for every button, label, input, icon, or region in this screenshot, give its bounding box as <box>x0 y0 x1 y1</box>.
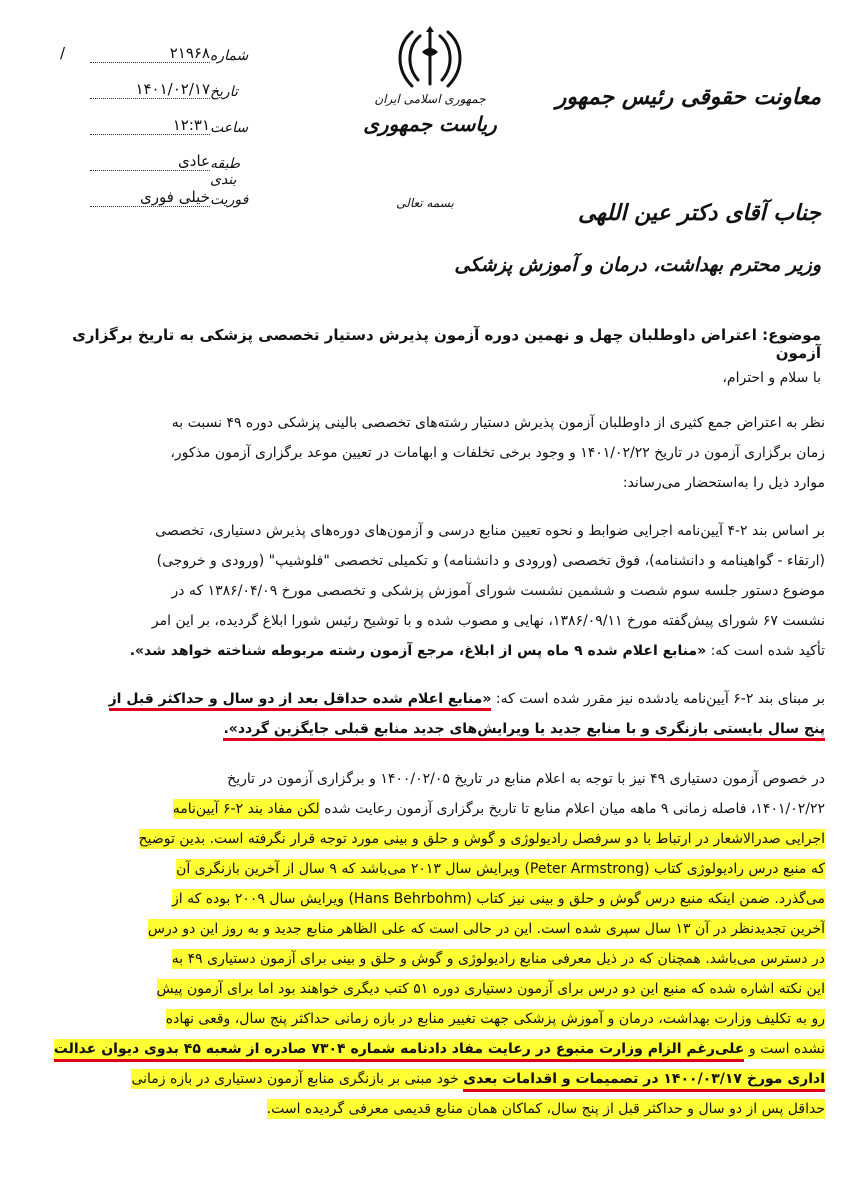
paragraph-line: زمان برگزاری آزمون در تاریخ ۱۴۰۱/۰۲/۲۲ و وجود برخی تخلفات و ابهامات در تعیین موعد برگزاری آزمون مذکور، <box>170 445 825 461</box>
paragraph-line: نظر به اعتراض جمع کثیری از داوطلبان آزمون پذیرش دستیار رشته‌های تخصصی بالینی پزشکی دوره ۴۹ نسبت به <box>171 415 825 431</box>
date-row <box>60 76 260 112</box>
underlined-quote: پنج سال بایستی بازنگری و با منابع جدید یا ویرایش‌های جدید منابع قبلی جایگزین گردد». <box>223 721 825 741</box>
paragraph-line <box>40 974 825 1004</box>
paragraph-line <box>40 824 825 854</box>
highlighted-text: آخرین تجدیدنظر در آن ۱۳ سال سپری شده است. این در حالی است که علی الظاهر منابع جدید و به روز این دو درس <box>147 921 825 937</box>
highlighted-text: که منبع درس رادیولوژی کتاب (Peter Armstrong) ویرایش سال ۲۰۱۳ می‌باشد که ۹ سال از آخرین بازنگری آن <box>176 861 825 877</box>
paragraph-line <box>40 884 825 914</box>
office-title: معاونت حقوقی رئیس جمهور <box>555 84 821 110</box>
paragraph-text: بر مبنای بند ۲-۶ آیین‌نامه یادشده نیز مقرر شده است که: <box>495 691 825 707</box>
paragraph-1 <box>40 408 825 498</box>
paragraph-line <box>40 794 825 824</box>
number-row <box>60 40 260 76</box>
subject-line: موضوع: اعتراض داوطلبان چهل و نهمین دوره آزمون پذیرش دستیار تخصصی پزشکی به تاریخ برگزاری آزمون <box>72 326 821 362</box>
paragraph-line <box>40 1034 825 1064</box>
paragraph-line: موارد ذیل را به‌استحضار می‌رساند: <box>622 475 825 491</box>
paragraph-line <box>40 1064 825 1094</box>
classification-label: طبقه بندی <box>210 156 240 188</box>
paragraph-line <box>40 914 825 944</box>
time-row <box>60 112 260 148</box>
highlighted-text: لکن مفاد بند ۲-۶ آیین‌نامه <box>172 801 320 817</box>
paragraph-3 <box>40 684 825 744</box>
bismillah: بسمه تعالی <box>396 196 454 210</box>
urgency-row <box>60 184 260 220</box>
number-label: شماره <box>210 48 249 64</box>
highlighted-text: رو به تکلیف وزارت بهداشت، درمان و آموزش پزشکی جهت تغییر منابع در بازه زمانی حداکثر پنج سال، وقعی نهاده <box>165 1011 825 1027</box>
paragraph-line <box>40 1004 825 1034</box>
underlined-quote: «منابع اعلام شده حداقل بعد از دو سال و حداکثر قبل از <box>109 691 492 711</box>
highlighted-text: این نکته اشاره شده که منبع این دو درس برای آزمون دستیاری دوره ۵۱ کتب دیگری خواهند بود اما برای آزمون پیش <box>156 981 825 997</box>
greeting: با سلام و احترام، <box>722 370 821 386</box>
underlined-highlight: اداری مورخ ۱۴۰۰/۰۳/۱۷ در تصمیمات و اقدامات بعدی <box>463 1069 825 1092</box>
classification-value: عادی <box>90 152 210 171</box>
addressee-title: وزیر محترم بهداشت، درمان و آموزش پزشکی <box>454 254 821 276</box>
presidency-title: ریاست جمهوری <box>363 112 497 136</box>
paragraph-line: (ارتقاء - گواهینامه و دانشنامه)، فوق تخصصی (ورودی و دانشنامه) و تکمیلی تخصصی "فلوشیپ" (ورودی و خروجی) <box>156 553 825 569</box>
iran-emblem-icon <box>390 22 470 92</box>
number-slash: / <box>60 44 66 62</box>
letter-meta <box>60 40 260 220</box>
highlighted-text: اجرایی صدرالاشعار در ارتباط با دو سرفصل رادیولوژی و گوش و حلق و بینی مورد توجه قرار نگرفته است. بدین توضیح <box>138 831 825 847</box>
addressee-name: جناب آقای دکتر عین اللهی <box>578 200 821 226</box>
paragraph-line <box>40 854 825 884</box>
highlighted-text: حداقل پس از دو سال و حداکثر قبل از پنج سال، کماکان همان منابع قدیمی معرفی گردیده است. <box>266 1101 825 1117</box>
highlighted-text: خود مبنی بر بازنگری منابع آزمون دستیاری در بازه زمانی <box>131 1071 464 1087</box>
date-value: ۱۴۰۱/۰۲/۱۷ <box>90 80 210 99</box>
emblem-caption: جمهوری اسلامی ایران <box>374 92 486 106</box>
number-value: ۲۱۹۶۸ <box>90 44 210 63</box>
paragraph-line: موضوع دستور جلسه سوم شصت و ششمین نشست شورای آموزش پزشکی و تخصصی مورخ ۱۳۸۶/۰۴/۰۹ که در <box>171 583 825 599</box>
paragraph-text: ۱۴۰۱/۰۲/۲۲، فاصله زمانی ۹ ماهه میان اعلام منابع تا تاریخ برگزاری آزمون رعایت شده <box>324 801 825 817</box>
paragraph-line <box>40 944 825 974</box>
paragraph-line <box>40 636 825 666</box>
highlighted-text: می‌گذرد. ضمن اینکه منبع درس گوش و حلق و بینی نیز کتاب (Hans Behrbohm) ویرایش سال ۲۰۰۹ بوده که از <box>171 891 825 907</box>
paragraph-line <box>40 714 825 744</box>
classification-row <box>60 148 260 188</box>
urgency-label: فوریت <box>210 192 249 208</box>
paragraph-2 <box>40 516 825 666</box>
quoted-rule: «منابع اعلام شده ۹ ماه پس از ابلاغ، مرجع آزمون رشته مربوطه شناخته خواهد شد». <box>129 643 707 659</box>
paragraph-line: در خصوص آزمون دستیاری ۴۹ نیز با توجه به اعلام منابع در تاریخ ۱۴۰۰/۰۲/۰۵ و برگزاری آزمون در تاریخ <box>227 771 825 787</box>
time-value: ۱۲:۳۱ <box>90 116 210 135</box>
time-label: ساعت <box>210 120 249 136</box>
date-label: تاریخ <box>210 84 238 100</box>
underlined-highlight: علی‌رغم الزام وزارت متبوع در رعایت مفاد دادنامه شماره ۷۳۰۴ صادره از شعبه ۴۵ بدوی دیوان عدالت <box>54 1039 745 1062</box>
paragraph-line: نشست ۶۷ شورای پیش‌گفته مورخ ۱۳۸۶/۰۹/۱۱، نهایی و مصوب شده و با توشیح رئیس شورا ابلاغ گردیده، بر این امر <box>151 613 825 629</box>
urgency-value: خیلی فوری <box>90 188 210 207</box>
paragraph-line <box>40 1094 825 1124</box>
paragraph-text: تأکید شده است که: <box>710 643 825 659</box>
paragraph-line <box>40 684 825 714</box>
highlighted-text: نشده است و <box>744 1041 825 1057</box>
paragraph-4 <box>40 764 825 1124</box>
highlighted-text: در دسترس می‌باشد. همچنان که در ذیل معرفی منابع رادیولوژی و گوش و حلق و بینی برای آزمون دستیاری ۴۹ به <box>171 951 825 967</box>
paragraph-line: بر اساس بند ۲-۴ آیین‌نامه اجرایی ضوابط و نحوه تعیین منابع درسی و آزمون‌های دوره‌های پذیرش دستیاری، تخصصی <box>155 523 825 539</box>
